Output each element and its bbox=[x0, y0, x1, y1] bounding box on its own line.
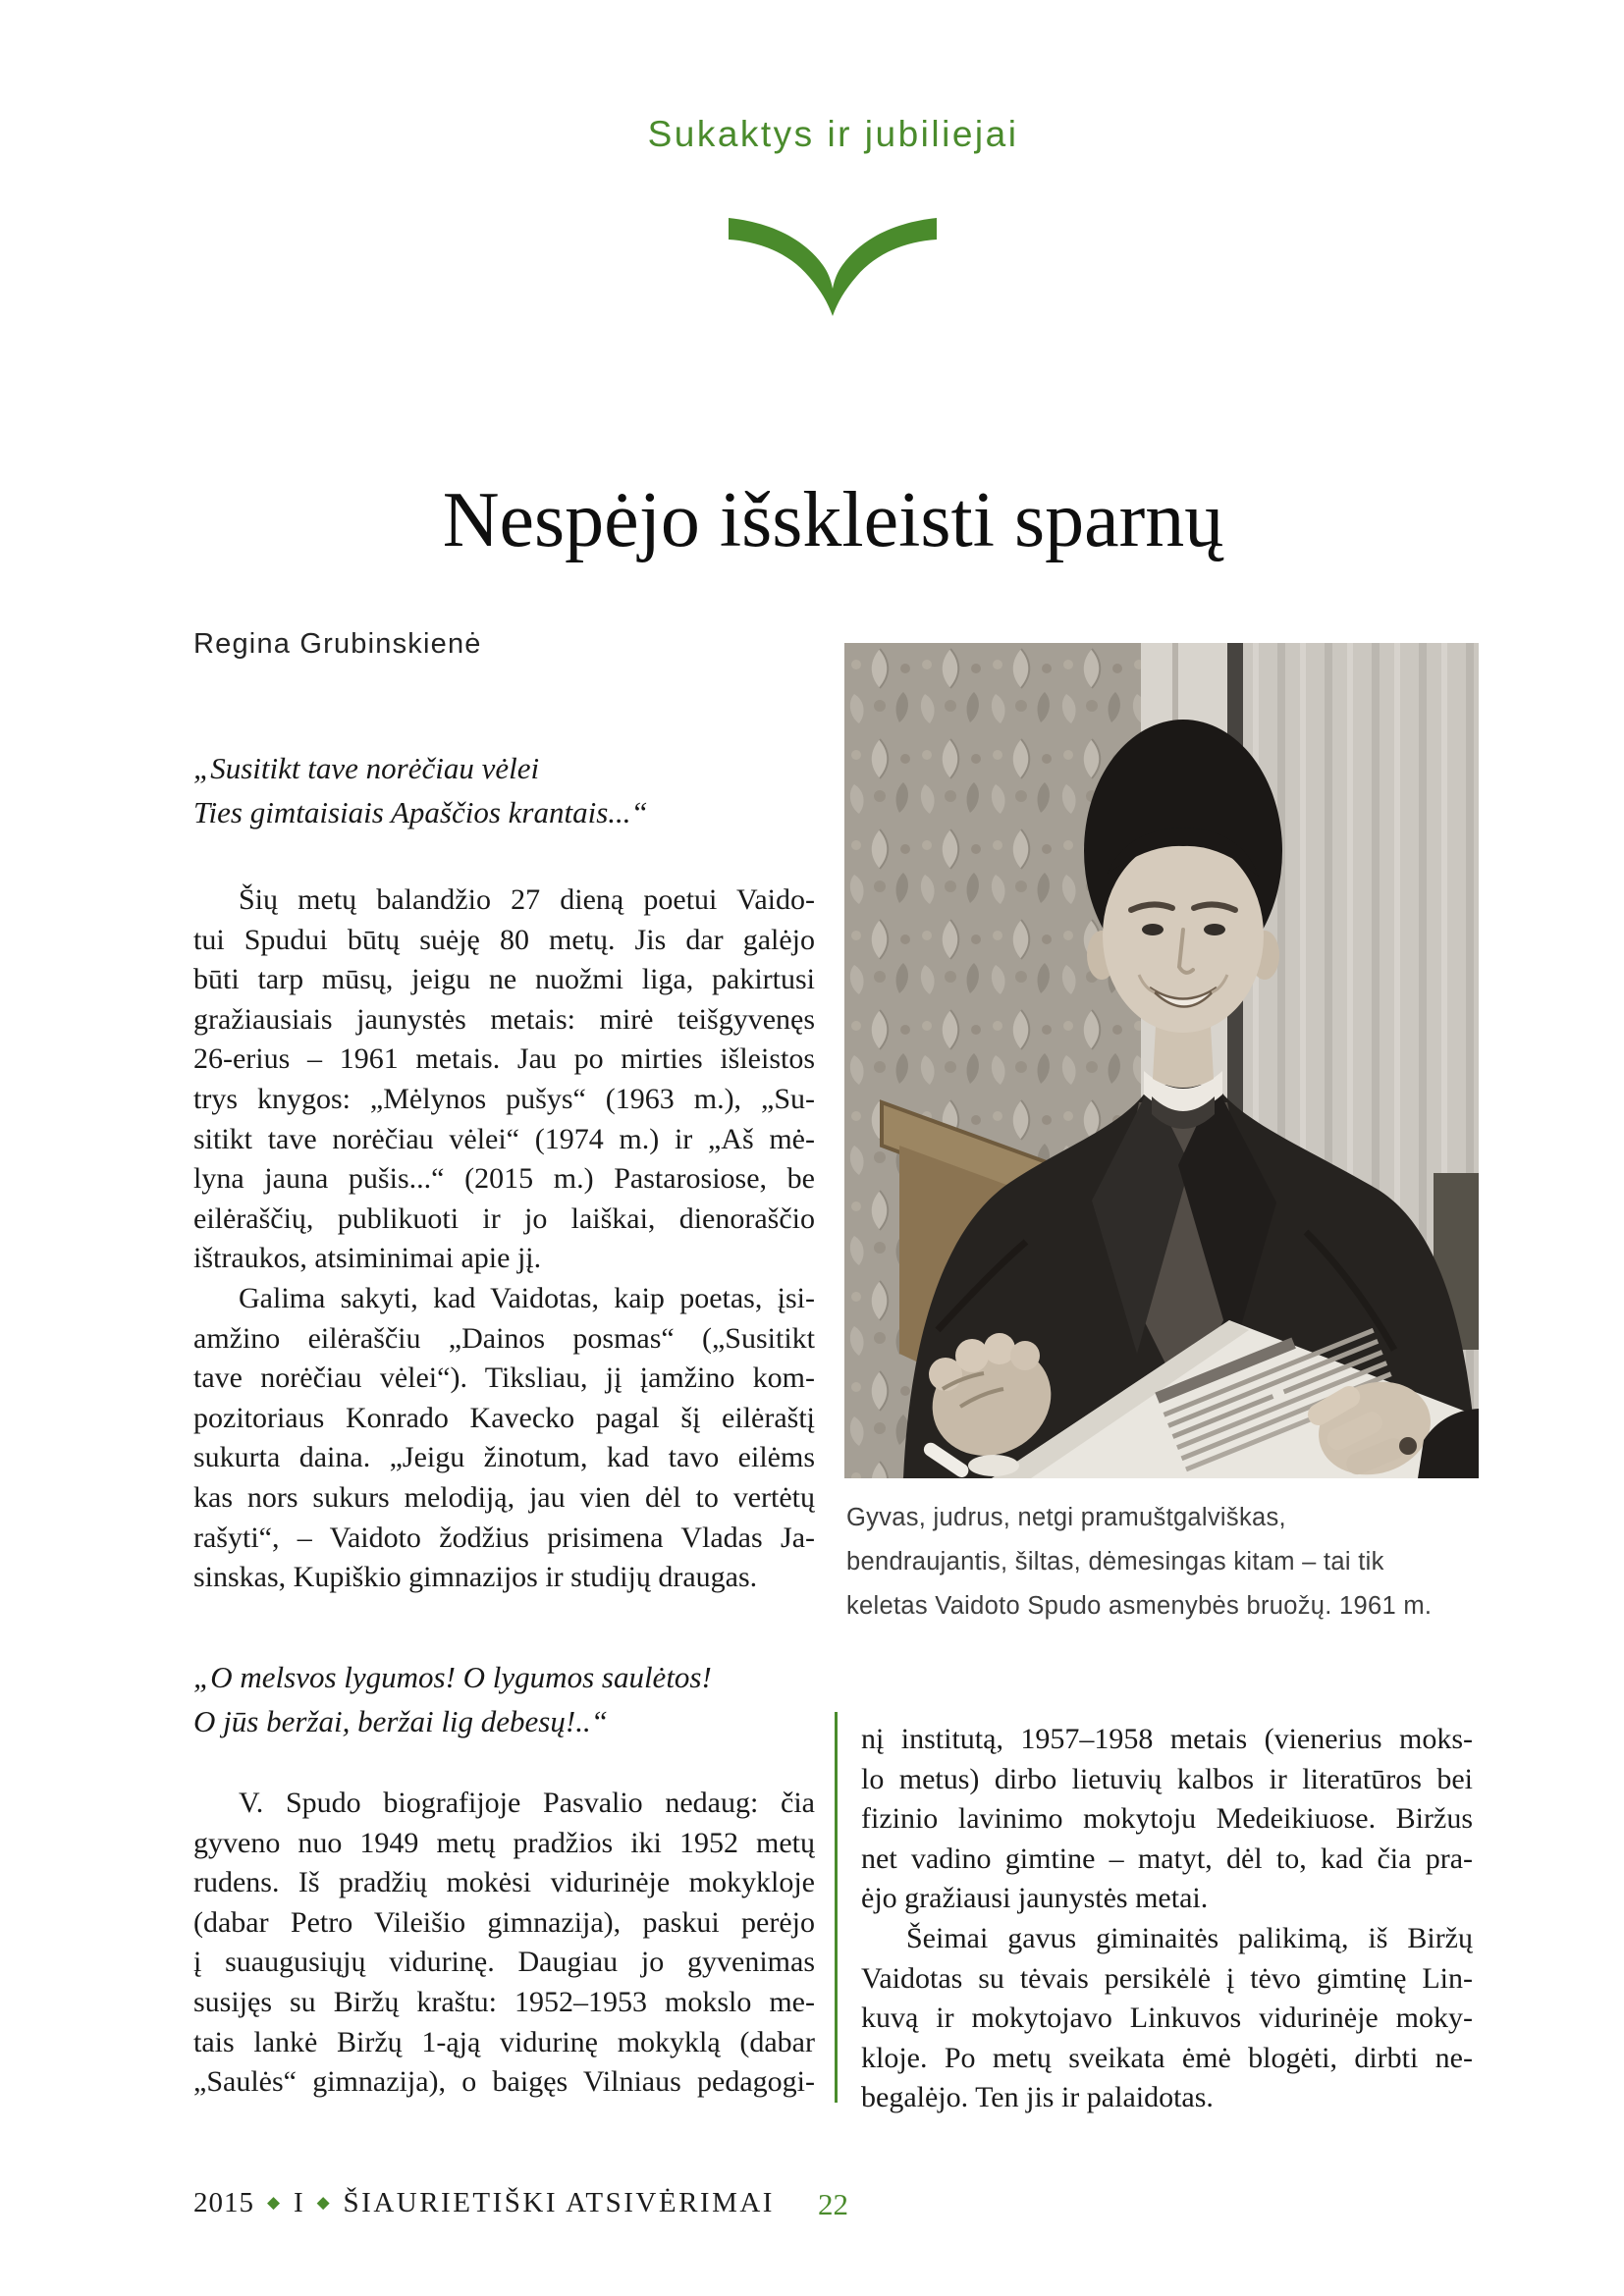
section-header: Sukaktys ir jubiliejai bbox=[647, 114, 1019, 154]
portrait-photo bbox=[844, 643, 1479, 1478]
text-line: lyna jauna pušis...“ (2015 m.) Pastarosiose, be bbox=[193, 1162, 815, 1196]
text-line: sukurta daina. „Jeigu žinotum, kad tavo eilėms bbox=[193, 1441, 815, 1474]
right-column-paragraph-1 bbox=[861, 1720, 1473, 1919]
text-line: trys knygos: „Mėlynos pušys“ (1963 m.), „Su- bbox=[193, 1082, 815, 1115]
text-line: sitikt tave norėčiau vėlei“ (1974 m.) ir „Aš mė- bbox=[193, 1122, 815, 1155]
text-line: Šių metų balandžio 27 dieną poetui Vaido- bbox=[239, 883, 815, 916]
text-line: būti tarp mūsų, jeigu ne nuožmi liga, pakirtusi bbox=[193, 963, 815, 996]
text-line: susijęs su Biržų kraštu: 1952–1953 mokslo me- bbox=[193, 1985, 815, 2018]
text-line: keletas Vaidoto Spudo asmenybės bruožų. 1961 m. bbox=[846, 1592, 1433, 1620]
left-column-paragraph-2 bbox=[193, 1279, 815, 1598]
text-line: „Saulės“ gimnazija), o baigęs Vilniaus pedagogi- bbox=[193, 2065, 815, 2099]
wing-ornament-icon bbox=[729, 218, 937, 321]
text-line: eilėraščių, publikuoti ir jo laiškai, dienoraščio bbox=[193, 1201, 815, 1235]
text-line: „O melsvos lygumos! O lygumos saulėtos! bbox=[193, 1660, 712, 1694]
footer-journal-name: ŠIAURIETIŠKI ATSIVĖRIMAI bbox=[343, 2187, 775, 2218]
right-column-paragraph-2 bbox=[861, 1919, 1473, 2118]
text-line: Vaidotas su tėvais persikėlė į tėvo gimtinę Lin- bbox=[861, 1961, 1473, 1995]
text-line: 26-erius – 1961 metais. Jau po mirties išleistos bbox=[193, 1042, 815, 1076]
text-line: Galima sakyti, kad Vaidotas, kaip poetas, įsi- bbox=[239, 1282, 815, 1314]
text-line: „Susitikt tave norėčiau vėlei bbox=[193, 751, 540, 785]
article-title: Nespėjo išskleisti sparnų bbox=[442, 476, 1224, 563]
diamond-icon: ◆ bbox=[267, 2193, 281, 2213]
text-line: ištraukos, atsiminimai apie jį. bbox=[193, 1242, 542, 1275]
text-line: begalėjo. Ten jis ir palaidotas. bbox=[861, 2081, 1214, 2114]
text-line: tui Spudui būtų suėję 80 metų. Jis dar galėjo bbox=[193, 923, 815, 956]
text-line: tais lankė Biržų 1-ąją vidurinę mokyklą (dabar bbox=[193, 2025, 815, 2058]
text-line: sinskas, Kupiškio gimnazijos ir studijų draugas. bbox=[193, 1561, 758, 1594]
text-line: nį institutą, 1957–1958 metais (vienerius moks- bbox=[861, 1723, 1473, 1755]
footer-year: 2015 bbox=[193, 2187, 254, 2218]
text-line: tave norėčiau vėlei“). Tiksliau, jį įamžino kom- bbox=[193, 1362, 815, 1395]
text-line: fizinio lavinimo mokytoju Medeikiuose. Biržus bbox=[861, 1802, 1473, 1836]
left-column-paragraph-1 bbox=[193, 881, 815, 1279]
epigraph-quote-2 bbox=[193, 1655, 712, 1743]
text-line: bendraujantis, šiltas, dėmesingas kitam – tai tik bbox=[846, 1548, 1384, 1575]
text-line: (dabar Petro Vileišio gimnazija), paskui perėjo bbox=[193, 1905, 815, 1939]
text-line: kuvą ir mokytojavo Linkuvos vidurinėje moky- bbox=[861, 2002, 1473, 2035]
text-line: ėjo gražiausi jaunystės metai. bbox=[861, 1882, 1209, 1915]
text-line: pozitoriaus Konrado Kavecko pagal šį eilėraštį bbox=[193, 1401, 815, 1434]
text-line: rudens. Iš pradžių mokėsi vidurinėje mokykloje bbox=[193, 1866, 815, 1899]
text-line: Ties gimtaisiais Apaščios krantais...“ bbox=[193, 795, 648, 829]
epigraph-quote-1 bbox=[193, 746, 648, 834]
text-line: gražiausiais jaunystės metais: mirė teišgyvenęs bbox=[193, 1002, 815, 1036]
text-line: net vadino gimtine – matyt, dėl to, kad čia pra- bbox=[861, 1842, 1473, 1875]
diamond-icon: ◆ bbox=[316, 2193, 331, 2213]
text-line: rašyti“, – Vaidoto žodžius prisimena Vladas Ja- bbox=[193, 1521, 815, 1554]
page-number: 22 bbox=[818, 2187, 848, 2221]
photo-caption bbox=[846, 1496, 1479, 1629]
author-name: Regina Grubinskienė bbox=[193, 628, 482, 660]
footer-issue: I bbox=[293, 2187, 304, 2218]
text-line: kloje. Po metų sveikata ėmė blogėti, dirbti ne- bbox=[861, 2041, 1473, 2074]
left-column-paragraph-3 bbox=[193, 1784, 815, 2103]
text-line: O jūs beržai, beržai lig debesų!..“ bbox=[193, 1704, 608, 1738]
text-line: kas nors sukurs melodiją, jau vien dėl to vertėtų bbox=[193, 1480, 815, 1514]
text-line: į suaugusiųjų vidurinę. Daugiau jo gyvenimas bbox=[193, 1946, 815, 1979]
text-line: Gyvas, judrus, netgi pramuštgalviškas, bbox=[846, 1504, 1286, 1531]
text-line: V. Spudo biografijoje Pasvalio nedaug: čia bbox=[239, 1787, 815, 1819]
text-line: Šeimai gavus giminaitės palikimą, iš Biržų bbox=[906, 1922, 1473, 1954]
column-divider bbox=[835, 1712, 838, 2103]
text-line: lo metus) dirbo lietuvių kalbos ir literatūros bei bbox=[861, 1762, 1473, 1795]
text-line: amžino eilėraščiu „Dainos posmas“ („Susitikt bbox=[193, 1321, 815, 1355]
text-line: gyveno nuo 1949 metų pradžios iki 1952 metų bbox=[193, 1826, 815, 1859]
